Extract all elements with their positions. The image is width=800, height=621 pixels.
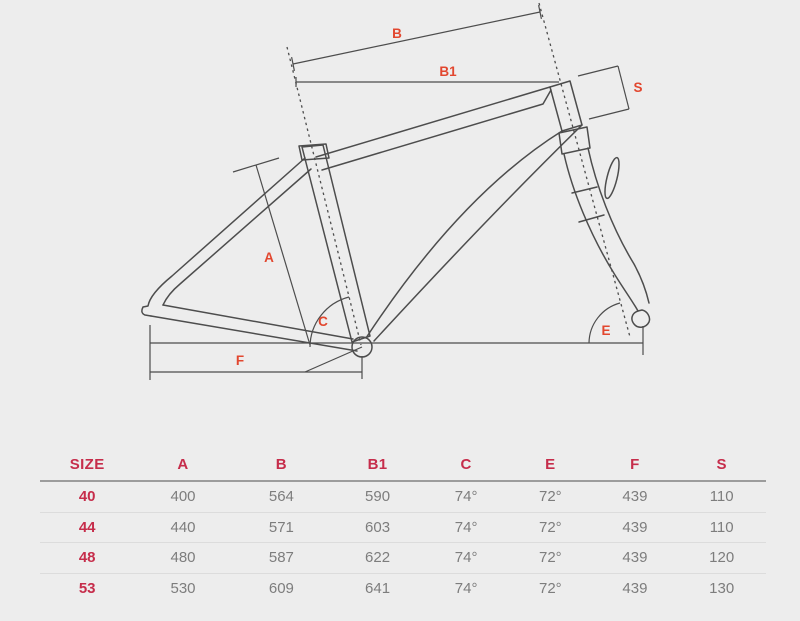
label-b: B (392, 26, 402, 41)
size-cell: 44 (78, 518, 96, 536)
seat-tube-axis-line (287, 47, 361, 345)
head-tube (550, 81, 582, 131)
value-cell: 74° (454, 488, 478, 506)
col-header-c: C (460, 456, 472, 473)
value-cell: 72° (538, 579, 562, 597)
value-cell: 110 (709, 488, 734, 506)
top-tube-upper (316, 87, 550, 157)
value-cell: 72° (538, 488, 562, 506)
value-cell: 74° (454, 549, 478, 567)
frame-outline (142, 81, 650, 357)
label-c: C (318, 314, 328, 329)
value-cell: 130 (709, 579, 735, 597)
value-cell: 641 (365, 579, 391, 597)
value-cell: 110 (709, 518, 734, 536)
seat-stay-inner (163, 169, 311, 305)
fork-joint-line (579, 215, 604, 222)
label-b1: B1 (439, 64, 457, 79)
value-cell: 603 (365, 518, 391, 536)
dim-tick (578, 66, 618, 76)
table-row (40, 543, 766, 574)
value-cell: 530 (170, 579, 196, 597)
value-cell: 440 (170, 518, 196, 536)
size-cell: 53 (78, 579, 96, 597)
value-cell: 590 (365, 488, 391, 506)
table-row (40, 513, 766, 544)
value-cell: 439 (622, 549, 648, 567)
label-e: E (601, 323, 611, 338)
size-cell: 40 (78, 488, 96, 506)
value-cell: 72° (538, 518, 562, 536)
dim-line-s (618, 66, 629, 109)
value-cell: 587 (268, 549, 294, 567)
col-header-f: F (630, 456, 640, 473)
label-s: S (633, 80, 643, 95)
value-cell: 439 (622, 579, 648, 597)
col-header-b: B (275, 456, 287, 473)
col-header-s: S (716, 456, 727, 473)
down-tube-upper (366, 131, 562, 338)
value-cell: 439 (622, 518, 648, 536)
value-cell: 564 (268, 488, 294, 506)
top-tube-lower (322, 90, 551, 170)
value-cell: 480 (170, 549, 196, 567)
col-header-e: E (545, 456, 556, 473)
table-row (40, 574, 766, 604)
head-tube-axis-line (539, 3, 630, 337)
table-row (40, 482, 766, 513)
dim-tick (589, 109, 629, 119)
dim-line-b (293, 12, 540, 64)
fork-leg-left (564, 154, 638, 311)
dimension-labels (236, 26, 643, 368)
value-cell: 74° (454, 518, 478, 536)
down-tube-lower (374, 125, 582, 341)
size-cell: 48 (78, 549, 96, 567)
label-f: F (235, 353, 245, 368)
dimension-lines (150, 5, 643, 380)
dim-tick (233, 158, 279, 172)
value-cell: 439 (622, 488, 648, 506)
value-cell: 609 (268, 579, 294, 597)
table-header-row (40, 449, 766, 480)
col-header-size: SIZE (69, 456, 105, 473)
col-header-a: A (177, 456, 189, 473)
label-a: A (264, 250, 274, 265)
value-cell: 74° (454, 579, 478, 597)
value-cell: 622 (365, 549, 391, 567)
geometry-table (40, 449, 766, 603)
value-cell: 571 (268, 518, 294, 536)
seat-stay-outer (142, 158, 305, 316)
value-cell: 120 (709, 549, 735, 567)
front-dropout (632, 310, 650, 327)
seat-tube (302, 145, 370, 342)
value-cell: 72° (538, 549, 562, 567)
brake-caliper (602, 156, 622, 199)
fork-joint-line (572, 187, 597, 193)
value-cell: 400 (170, 488, 196, 506)
col-header-b1: B1 (367, 456, 388, 473)
